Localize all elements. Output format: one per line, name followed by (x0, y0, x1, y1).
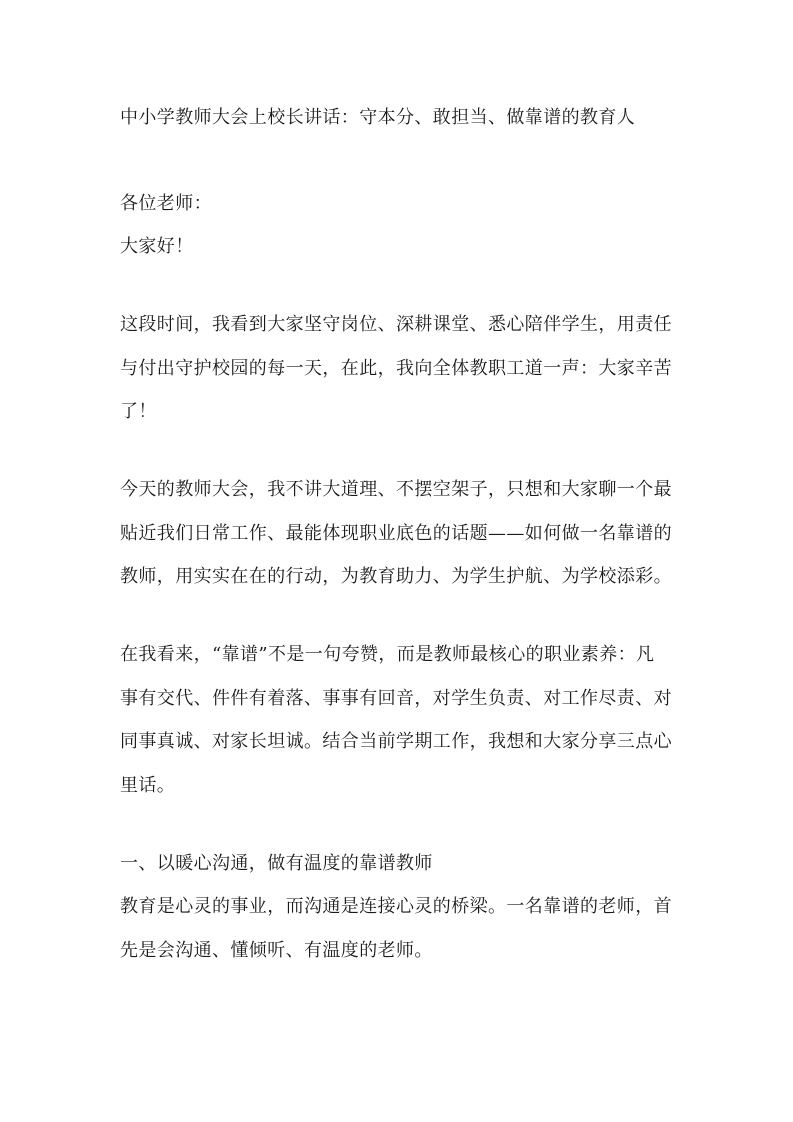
paragraph-line: 教师，用实实在在的行动，为教育助力、为学生护航、为学校添彩。 (120, 566, 672, 587)
paragraph-line: 与付出守护校园的每一天，在此，我向全体教职工道一声：大家辛苦 (120, 358, 672, 379)
paragraph-line: 在我看来，“靠谱”不是一句夸赞，而是教师最核心的职业素养：凡 (120, 644, 655, 665)
paragraph-line: 同事真诚、对家长坦诚。结合当前学期工作，我想和大家分享三点心 (120, 731, 672, 752)
greeting: 大家好！ (120, 236, 194, 257)
document-title: 中小学教师大会上校长讲话：守本分、敢担当、做靠谱的教育人 (120, 107, 636, 128)
paragraph-line: 教育是心灵的事业，而沟通是连接心灵的桥梁。一名靠谱的老师，首 (120, 896, 672, 917)
paragraph-line: 里话。 (120, 775, 176, 796)
paragraph-line: 这段时间，我看到大家坚守岗位、深耕课堂、悉心陪伴学生，用责任 (120, 314, 672, 335)
salutation: 各位老师： (120, 193, 212, 214)
paragraph-line: 了！ (120, 401, 157, 422)
paragraph-line: 贴近我们日常工作、最能体现职业底色的话题——如何做一名靠谱的 (120, 523, 672, 544)
paragraph-line: 今天的教师大会，我不讲大道理、不摆空架子，只想和大家聊一个最 (120, 479, 672, 500)
paragraph-line: 事有交代、件件有着落、事事有回音，对学生负责、对工作尽责、对 (120, 688, 672, 709)
section-heading: 一、以暖心沟通，做有温度的靠谱教师 (120, 853, 433, 874)
paragraph-line: 先是会沟通、懂倾听、有温度的老师。 (120, 940, 433, 961)
